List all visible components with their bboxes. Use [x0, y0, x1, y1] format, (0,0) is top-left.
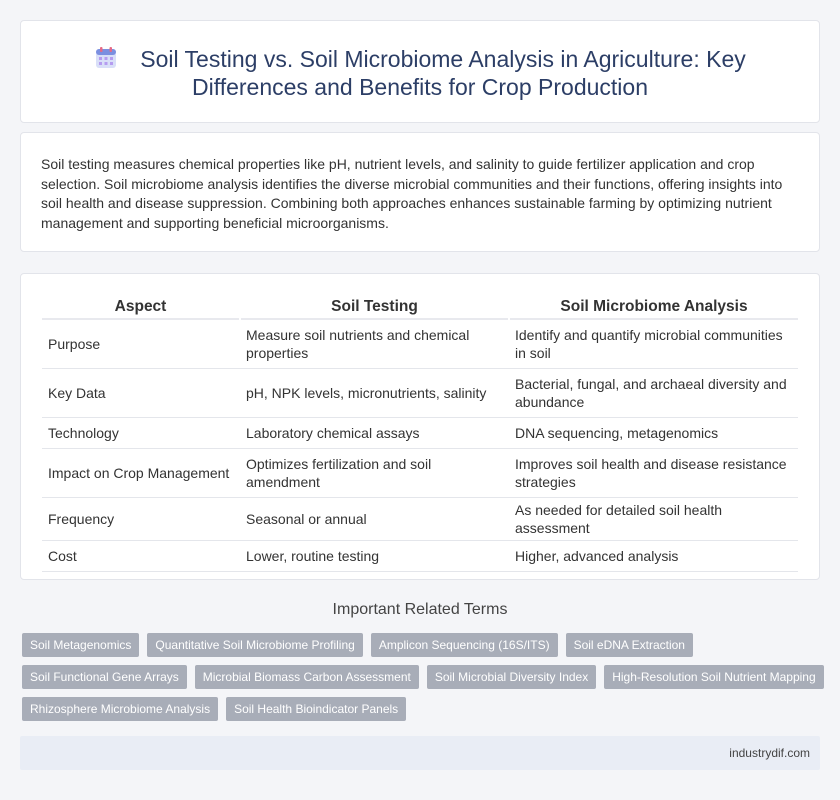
- table-cell: Purpose: [42, 319, 240, 368]
- table-row: [42, 540, 798, 571]
- tag-biomass-carbon[interactable]: Microbial Biomass Carbon Assessment: [195, 665, 419, 689]
- comparison-card: [20, 273, 820, 580]
- table-cell: Bacterial, fungal, and archaeal diversity and abundance: [509, 368, 798, 417]
- tag-row: [22, 633, 822, 657]
- page-title-wrap: [21, 45, 819, 101]
- table-cell: DNA sequencing, metagenomics: [509, 417, 798, 448]
- table-cell: Technology: [42, 417, 240, 448]
- tag-soil-edna-extraction[interactable]: Soil eDNA Extraction: [566, 633, 693, 657]
- tag-row: [22, 665, 822, 689]
- table-cell: Seasonal or annual: [240, 497, 509, 540]
- tag-quantitative-profiling[interactable]: Quantitative Soil Microbiome Profiling: [147, 633, 362, 657]
- table-row: [42, 497, 798, 540]
- comparison-table: [42, 296, 798, 572]
- footer-site-link[interactable]: industrydif.com: [729, 746, 810, 760]
- table-cell: Optimizes fertilization and soil amendment: [240, 448, 509, 497]
- page-title: Soil Testing vs. Soil Microbiome Analysis in Agriculture: Key Differences and Benefits for Crop Production: [140, 46, 746, 100]
- table-cell: Lower, routine testing: [240, 540, 509, 571]
- table-cell: Higher, advanced analysis: [509, 540, 798, 571]
- tag-nutrient-mapping[interactable]: High-Resolution Soil Nutrient Mapping: [604, 665, 823, 689]
- table-header-aspect: Aspect: [114, 298, 167, 315]
- table-cell: Cost: [42, 540, 240, 571]
- intro-paragraph: Soil testing measures chemical properties like pH, nutrient levels, and salinity to guide fertilizer application and crop selection. Soil microbiome analysis identifies the diverse microbial communities and their functions, offering insights into soil health and disease suppression. Combining both approaches enhances sustainable farming by optimizing nutrient management and supporting beneficial microorganisms.: [41, 156, 783, 231]
- table-cell: Identify and quantify microbial communities in soil: [509, 319, 798, 368]
- table-row: [42, 319, 798, 368]
- tag-bioindicator-panels[interactable]: Soil Health Bioindicator Panels: [226, 697, 406, 721]
- intro-card: [20, 132, 820, 252]
- tag-functional-gene-arrays[interactable]: Soil Functional Gene Arrays: [22, 665, 187, 689]
- table-cell: Impact on Crop Management: [42, 448, 240, 497]
- table-cell: Frequency: [42, 497, 240, 540]
- tag-row: [22, 697, 822, 721]
- table-header-microbiome: Soil Microbiome Analysis: [509, 296, 798, 319]
- table-row: [42, 417, 798, 448]
- table-cell: Improves soil health and disease resistance strategies: [509, 448, 798, 497]
- related-terms-heading: Important Related Terms: [332, 601, 508, 618]
- table-cell: Measure soil nutrients and chemical properties: [240, 319, 509, 368]
- footer: [20, 736, 820, 770]
- table-row: [42, 448, 798, 497]
- table-header-soil-testing: Soil Testing: [240, 296, 509, 319]
- table-cell: Key Data: [42, 368, 240, 417]
- tag-amplicon-sequencing[interactable]: Amplicon Sequencing (16S/ITS): [371, 633, 558, 657]
- table-header-row: [42, 296, 798, 319]
- table-cell: As needed for detailed soil health assessment: [509, 497, 798, 540]
- tag-rhizosphere-analysis[interactable]: Rhizosphere Microbiome Analysis: [22, 697, 218, 721]
- tag-soil-metagenomics[interactable]: Soil Metagenomics: [22, 633, 139, 657]
- calendar-icon: [94, 46, 118, 70]
- table-cell: pH, NPK levels, micronutrients, salinity: [240, 368, 509, 417]
- table-row: [42, 368, 798, 417]
- title-card: [20, 20, 820, 123]
- table-cell: Laboratory chemical assays: [240, 417, 509, 448]
- related-terms-list: [22, 633, 822, 729]
- tag-diversity-index[interactable]: Soil Microbial Diversity Index: [427, 665, 596, 689]
